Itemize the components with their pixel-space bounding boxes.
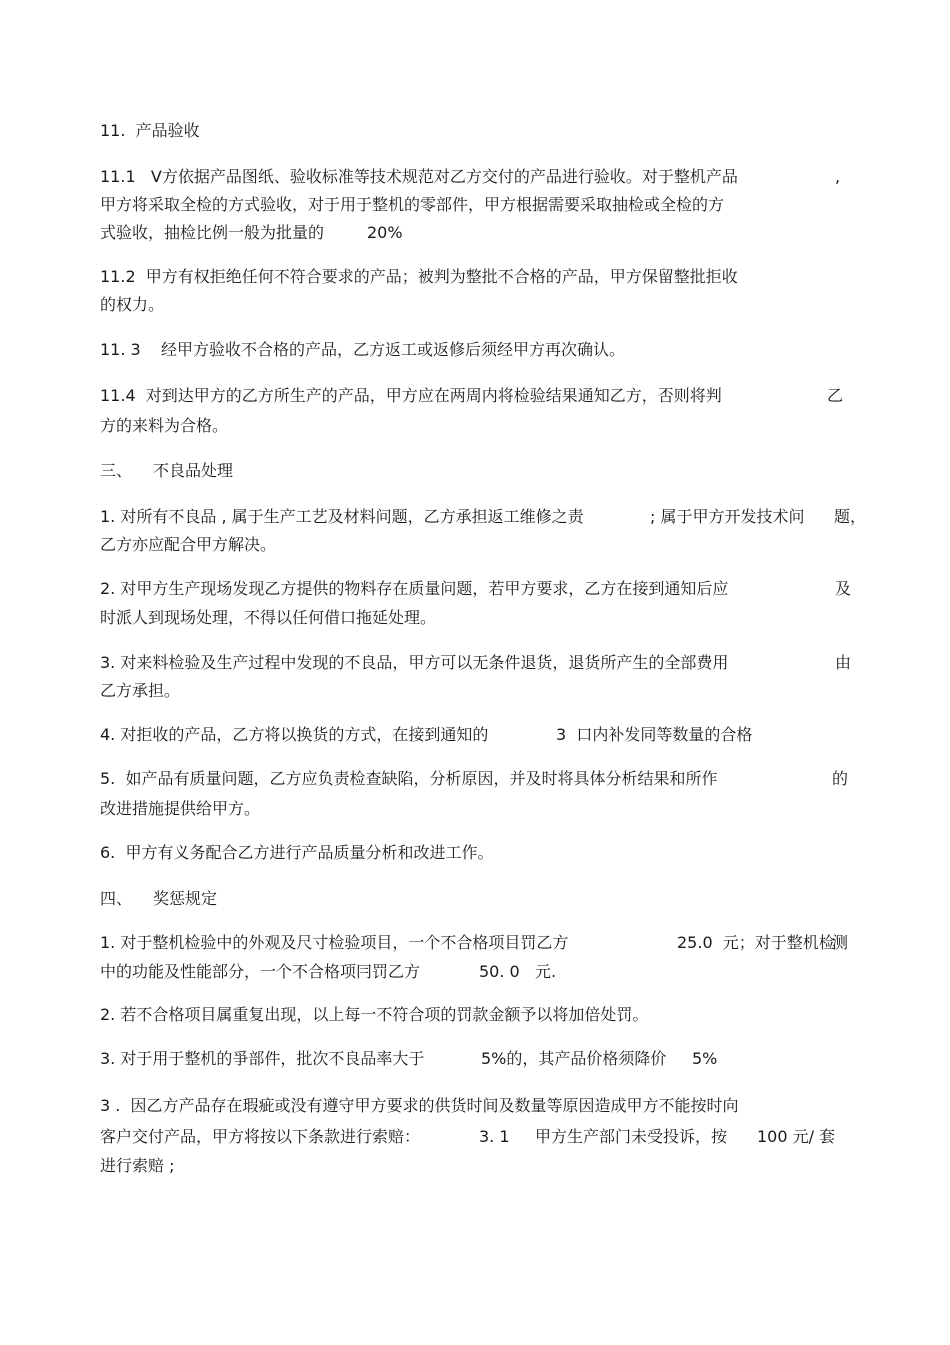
clause-text: 2. 若不合格项目属重复出现，以上每一不符合项的罚款金额予以将加倍处罚。 (100, 1005, 649, 1024)
clause-text: 由 (835, 653, 852, 672)
clause-text: 5%的，其产品价格须降价 (481, 1049, 667, 1068)
clause-text: 20% (367, 223, 403, 242)
clause-text: 时派人到现场处理，不得以任何借口拖延处理。 (100, 608, 437, 627)
section-heading: 奖惩规定 (153, 889, 218, 908)
clause-text: 4. 对拒收的产品，乙方将以换货的方式，在接到通知的 (100, 725, 489, 744)
clause-text: 的权力。 (100, 295, 165, 314)
clause-text: 5% (692, 1049, 718, 1068)
clause-text: 100 元/ 套 (757, 1127, 836, 1146)
section-heading: 四、 (100, 889, 133, 908)
clause-text: 11.2 甲方有权拒绝任何不符合要求的产品；被判为整批不合格的产品，甲方保留整批拒收 (100, 267, 738, 286)
clause-text: 3. 对于用于整机的爭部件，批次不良品率大于 (100, 1049, 425, 1068)
clause-text: 乙 (827, 386, 844, 405)
clause-text: 11.1 V方依据产品图纸、验收标准等技术规范对乙方交付的产品进行验收。对于整机产品 (100, 167, 738, 186)
clause-text: 中的功能及性能部分，一个不合格项冃罚乙方 (100, 962, 421, 981)
clause-text: 11. 3 经甲方验收不合格的产品，乙方返工或返修后须经甲方再次确认。 (100, 340, 626, 359)
clause-text: 3. 对来料检验及生产过程中发现的不良品，甲方可以无条件退货，退货所产生的全部费用 (100, 653, 729, 672)
clause-text: 5. 如产品有质量问题，乙方应负责检查缺陷，分析原因，并及时将具体分析结果和所作 (100, 769, 718, 788)
clause-text: 11.4 对到达甲方的乙方所生产的产品，甲方应在两周内将检验结果通知乙方，否则将判 (100, 386, 722, 405)
section-heading: 三、 (100, 461, 133, 480)
clause-text: ; 属于甲方开发技术问 (650, 507, 805, 526)
section-heading: 11. 产品验收 (100, 121, 200, 140)
clause-text: 方的来料为合格。 (100, 416, 229, 435)
clause-text: 2. 对甲方生产现场发现乙方提供的物料存在质量问题，若甲方要求，乙方在接到通知后应 (100, 579, 729, 598)
clause-text: , (835, 167, 841, 186)
clause-text: 25.0 元；对于整机检 (677, 933, 835, 952)
clause-text: 1. 对于整机检验中的外观及尺寸检验项目，一个不合格项目罚乙方 (100, 933, 569, 952)
clause-text: 50. 0 元. (479, 962, 557, 981)
clause-text: 进行索赔 ; (100, 1156, 175, 1175)
clause-text: 乙方亦应配合甲方解决。 (100, 535, 277, 554)
clause-text: 的 (832, 769, 849, 788)
clause-text: 乙方承担。 (100, 681, 181, 700)
clause-text: 3. 1 甲方生产部门未受投诉，按 (479, 1127, 727, 1146)
clause-text: 式验收，抽检比例一般为批量的 (100, 223, 325, 242)
clause-text: 及 (835, 579, 852, 598)
clause-text: 客户交付产品，甲方将按以下条款进行索赔： (100, 1127, 421, 1146)
clause-text: 3 . 因乙方产品存在瑕疵或没有遵守甲方要求的供货时间及数量等原因造成甲方不能按时向 (100, 1096, 739, 1115)
clause-text: 6. 甲方有义务配合乙方进行产品质量分析和改进工作。 (100, 843, 494, 862)
clause-text: 甲方将采取全检的方式验收，对于用于整机的零部件，甲方根据需要采取抽检或全检的方 (100, 195, 725, 214)
clause-text: 测 (832, 933, 849, 952)
clause-text: 题， (834, 507, 867, 526)
clause-text: 改进措施提供给甲方。 (100, 799, 261, 818)
clause-text: 1. 对所有不良品 , 属于生产工艺及材料问题，乙方承担返工维修之责 (100, 507, 584, 526)
section-heading: 不良品处理 (153, 461, 234, 480)
clause-text: 3 口内补发同等数量的合格 (556, 725, 753, 744)
